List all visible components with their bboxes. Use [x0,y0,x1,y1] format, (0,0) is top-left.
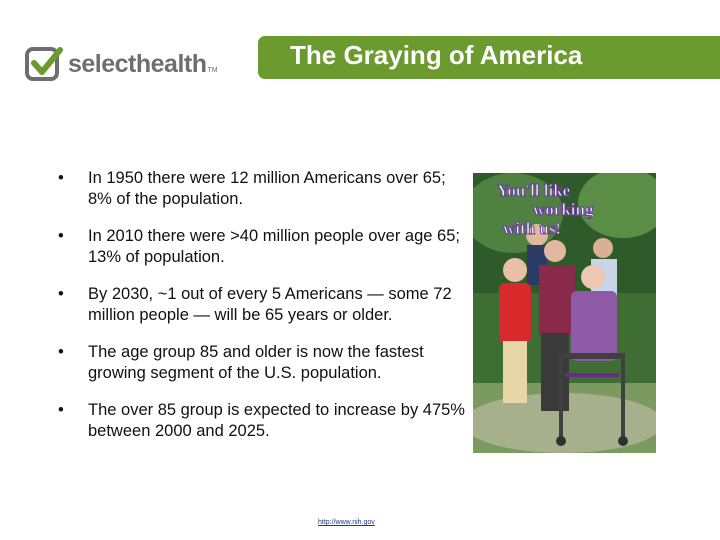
photo-caption [493,177,653,243]
bullet-list [58,168,468,458]
bullet-dot: • [58,401,64,419]
caption-line: working [533,200,594,219]
bullet-text: The over 85 group is expected to increase by 475% between 2000 and 2025. [88,401,465,440]
bullet-item [58,284,468,326]
bullet-text: By 2030, ~1 out of every 5 Americans — some 72 million people — will be 65 years or older. [88,285,452,324]
logo-trademark: TM [207,67,218,74]
bullet-dot: • [58,285,64,303]
bullet-text: The age group 85 and older is now the fastest growing segment of the U.S. population. [88,343,424,382]
bullet-dot: • [58,227,64,245]
bullet-text: In 2010 there were >40 million people over age 65; 13% of population. [88,227,460,266]
bullet-dot: • [58,169,64,187]
bullet-text: In 1950 there were 12 million Americans over 65; 8% of the population. [88,169,446,208]
caption-line: You'll like [497,181,571,200]
slide-title: The Graying of America [290,40,583,70]
bullet-item [58,400,468,442]
bullet-item [58,226,468,268]
bullet-dot: • [58,343,64,361]
selecthealth-logo [24,44,218,84]
bullet-item [58,168,468,210]
logo-wordmark: selecthealth [68,49,207,78]
bullet-item [58,342,468,384]
caption-line: with us! [503,219,562,238]
seniors-photo [473,173,656,453]
source-link[interactable]: http://www.nih.gov [318,519,375,526]
checkmark-logo-icon [24,44,64,84]
